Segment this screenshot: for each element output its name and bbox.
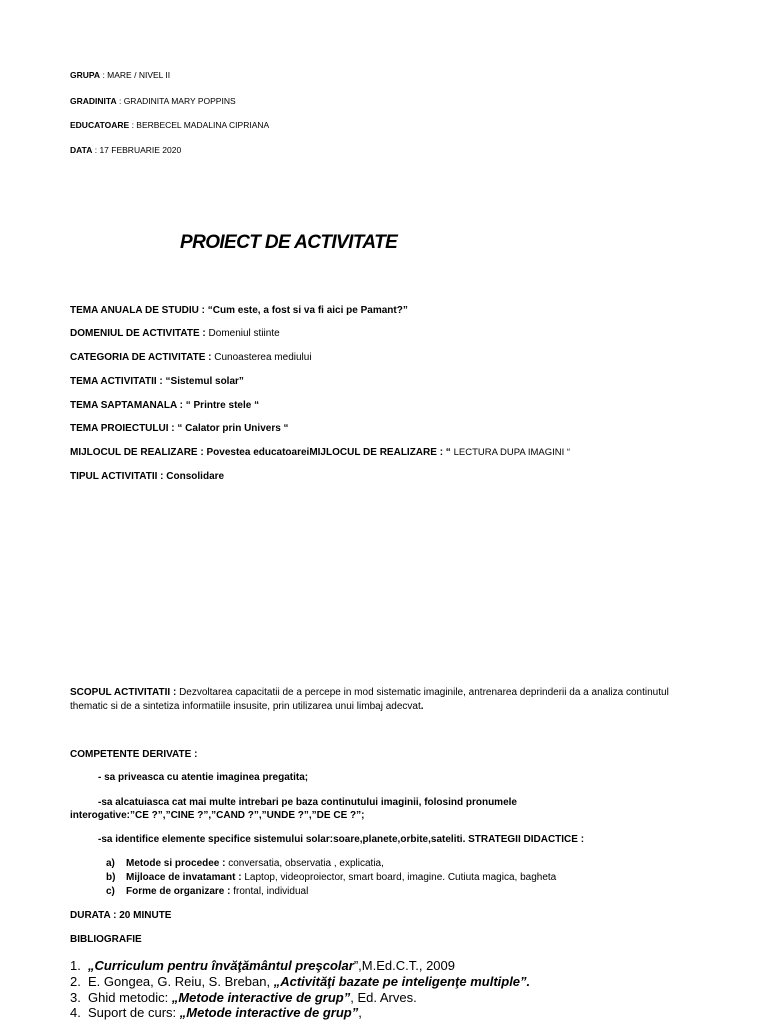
field-tema-anuala — [70, 305, 408, 316]
field-value: “Sistemul solar” — [165, 376, 244, 387]
strategie-value: frontal, individual — [233, 886, 309, 897]
scop-text: Dezvoltarea capacitatii de a percepe in mod sistematic imaginile, antrenarea deprinderii da a analiza continutul thematic si de a sintetiza informatiile insusite, prin utilizarea unui limbaj adecvat — [70, 687, 669, 712]
strategie-value: Laptop, videoproiector, smart board, imagine. Cutiuta magica, bagheta — [244, 872, 557, 883]
gradinita-label: GRADINITA — [70, 96, 117, 106]
competenta-item: -sa alcatuiasca cat mai multe intrebari pe baza continutului imaginii, folosind pronumele — [98, 797, 517, 808]
field-label: MIJLOCUL DE REALIZARE : — [70, 447, 204, 458]
field-label: TEMA ACTIVITATII : — [70, 376, 163, 387]
field-label: CATEGORIA DE ACTIVITATE : — [70, 352, 212, 363]
field-value: Consolidare — [166, 471, 225, 482]
field-value: “Cum este, a fost si va fi aici pe Pamant?” — [207, 305, 408, 316]
bib-post: ”,M.Ed.C.T., 2009 — [353, 958, 455, 973]
bib-title: „Metode interactive de grup” — [179, 1005, 359, 1020]
bib-post: , — [358, 1005, 362, 1020]
grupa-label: GRUPA — [70, 70, 101, 80]
competenta-item: interogative:”CE ?”,”CINE ?”,”CAND ?”,”UNDE ?”,”DE CE ?”; — [70, 810, 365, 821]
educatoare-label: EDUCATOARE — [70, 120, 130, 130]
list-number: 4. — [70, 1005, 81, 1020]
field-tema-activitatii — [70, 376, 244, 387]
strategie-value: conversatia, observatia , explicatia, — [228, 858, 384, 869]
field-value: Cunoasterea mediului — [214, 352, 312, 363]
strategie-item — [106, 872, 556, 883]
bib-title: „Curriculum pentru învăţământul preşcolar — [88, 958, 354, 973]
strategie-item — [106, 886, 308, 897]
competenta-item: - sa priveasca cu atentie imaginea pregatita; — [98, 772, 309, 783]
scop-end: . — [420, 701, 424, 712]
field-mijlocul — [70, 447, 570, 458]
list-marker: c) — [106, 886, 115, 897]
data-label: DATA — [70, 145, 93, 155]
strategie-label: Forme de organizare : — [126, 886, 231, 897]
durata: DURATA : 20 MINUTE — [70, 910, 172, 921]
educatoare-value: BERBECEL MADALINA CIPRIANA — [136, 120, 270, 130]
field-label: TEMA ANUALA DE STUDIU : — [70, 305, 205, 316]
field-label: TEMA PROIECTULUI : — [70, 423, 175, 434]
header-data: DATA : 17 FEBRUARIE 2020 — [70, 145, 182, 155]
header-educatoare: EDUCATOARE : BERBECEL MADALINA CIPRIANA — [70, 120, 270, 130]
bibliografie-label: BIBLIOGRAFIE — [70, 934, 142, 945]
competente-label: COMPETENTE DERIVATE : — [70, 749, 198, 760]
strategie-label: Metode si procedee : — [126, 858, 226, 869]
field-value: Domeniul stiinte — [208, 328, 280, 339]
field-value: Povestea educatoareiMIJLOCUL DE REALIZARE : “ — [206, 447, 451, 458]
field-value: “ Printre stele “ — [185, 400, 260, 411]
list-number: 1. — [70, 958, 81, 973]
strategie-item — [106, 858, 384, 869]
field-tema-saptamanala — [70, 400, 259, 411]
gradinita-value: GRADINITA MARY POPPINS — [123, 96, 236, 106]
field-categoria — [70, 352, 312, 363]
bibliografie-item — [70, 974, 530, 989]
field-label: DOMENIUL DE ACTIVITATE : — [70, 328, 206, 339]
bibliografie-item — [70, 1005, 362, 1020]
bib-pre: Ghid metodic: — [88, 990, 172, 1005]
data-value: 17 FEBRUARIE 2020 — [99, 145, 182, 155]
bib-title: „Metode interactive de grup” — [171, 990, 351, 1005]
bibliografie-item — [70, 958, 455, 973]
field-value: “ Calator prin Univers “ — [177, 423, 289, 434]
grupa-value: MARE / NIVEL II — [107, 70, 171, 80]
competenta-item: -sa identifice elemente specifice sistemului solar:soare,planete,orbite,sateliti. STRATEGII DIDACTICE : — [98, 834, 585, 845]
field-extra: LECTURA DUPA IMAGINI “ — [453, 447, 571, 458]
scop-paragraph — [70, 686, 700, 714]
bib-pre: Suport de curs: — [88, 1005, 180, 1020]
list-number: 3. — [70, 990, 81, 1005]
bib-post: , Ed. Arves. — [350, 990, 417, 1005]
list-number: 2. — [70, 974, 81, 989]
bib-pre: E. Gongea, G. Reiu, S. Breban, — [88, 974, 274, 989]
list-marker: a) — [106, 858, 115, 869]
page-title: PROIECT DE ACTIVITATE — [180, 232, 398, 253]
field-tema-proiectului — [70, 423, 289, 434]
list-marker: b) — [106, 872, 116, 883]
field-label: TIPUL ACTIVITATII : — [70, 471, 164, 482]
field-tipul — [70, 471, 224, 482]
header-gradinita: GRADINITA : GRADINITA MARY POPPINS — [70, 96, 236, 106]
bibliografie-item — [70, 990, 417, 1005]
field-domeniul — [70, 328, 280, 339]
strategie-label: Mijloace de invatamant : — [126, 872, 242, 883]
bib-title: „Activităţi bazate pe inteligenţe multiple”. — [273, 974, 531, 989]
header-grupa: GRUPA : MARE / NIVEL II — [70, 70, 171, 80]
scop-label: SCOPUL ACTIVITATII : — [70, 687, 177, 698]
field-label: TEMA SAPTAMANALA : — [70, 400, 183, 411]
